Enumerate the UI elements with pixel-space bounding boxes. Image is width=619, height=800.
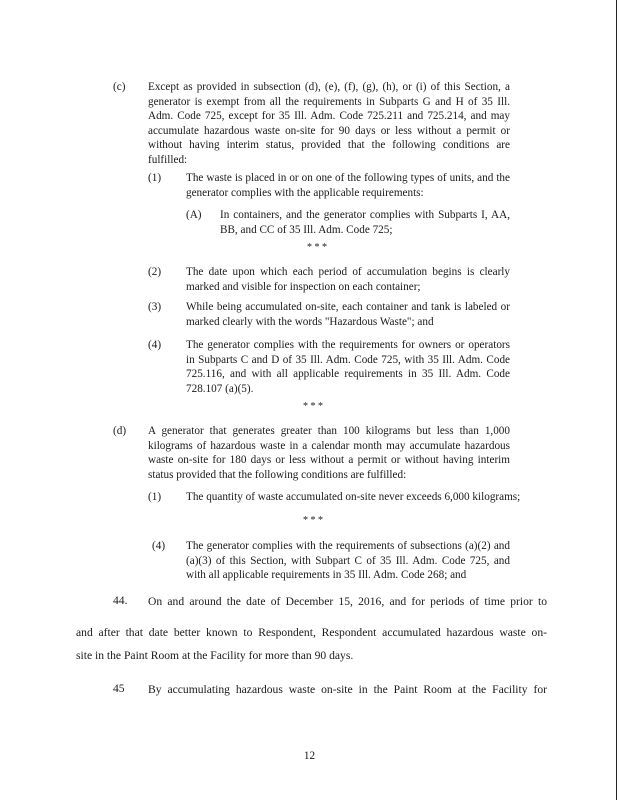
item-d4-text: The generator complies with the requirements of subsections (a)(2) and (a)(3) of this Section, with Subpart C of 35 Ill. Adm. Code 725, and with all applicable requirements in 35 Ill. Adm. Code 268; and (186, 540, 510, 582)
item-d1-text: The quantity of waste accumulated on-site never exceeds 6,000 kilograms; (186, 491, 521, 503)
paragraph-44-line-1: On and around the date of December 15, 2016, and for periods of time prior to (148, 595, 547, 608)
ellipsis-stars-3: * * * (303, 515, 323, 526)
item-c3-label: (3) (148, 301, 162, 313)
paragraph-45-line-1: By accumulating hazardous waste on-site in the Paint Room at the Facility for (148, 683, 547, 696)
subsection-d-text: A generator that generates greater than 100 kilograms but less than 1,000 kilograms of hazardous waste in a calendar month may accumulate hazardous waste on-site for 180 days or less without a permit or without having interim status provided that the following conditions are fulfilled: (148, 425, 510, 481)
item-c2-text: The date upon which each period of accumulation begins is clearly marked and visible for inspection on each container; (186, 266, 510, 293)
item-d4-label: (4) (152, 540, 166, 552)
subsection-c-label: (c) (113, 81, 126, 93)
item-c4-label: (4) (148, 339, 162, 351)
item-c4-text: The generator complies with the requirements for owners or operators in Subparts C and D of 35 Ill. Adm. Code 725, with 35 Ill. Adm. Code 725.116, and with all applicable requirements in 35 Ill. Adm. Code 728.107 (a)(5). (186, 339, 510, 395)
item-cA-label: (A) (186, 209, 202, 221)
item-c1-text: The waste is placed in or on one of the following types of units, and the generator complies with the applicable requirements: (186, 172, 510, 199)
paragraph-44-line-2: and after that date better known to Respondent, Respondent accumulated hazardous waste on- (76, 626, 547, 639)
page-number: 12 (303, 750, 316, 762)
ellipsis-stars-2: * * * (303, 401, 323, 412)
item-c1-label: (1) (148, 172, 162, 184)
item-cA-text: In containers, and the generator complies with Subparts I, AA, BB, and CC of 35 Ill. Adm. Code 725; (220, 209, 510, 236)
subsection-d-label: (d) (113, 425, 127, 437)
item-c2-label: (2) (148, 266, 162, 278)
paragraph-44-number: 44. (113, 594, 128, 607)
item-d1-label: (1) (148, 491, 162, 503)
page-edge-line (616, 0, 617, 800)
paragraph-45-number: 45 (113, 682, 125, 695)
item-c3-text: While being accumulated on-site, each container and tank is labeled or marked clearly with the words "Hazardous Waste"; and (186, 301, 510, 328)
ellipsis-stars-1: * * * (307, 242, 327, 253)
paragraph-44-line-3: site in the Paint Room at the Facility for more than 90 days. (76, 649, 354, 662)
subsection-c-text: Except as provided in subsection (d), (e), (f), (g), (h), or (i) of this Section, a generator is exempt from all the requirements in Subparts G and H of 35 Ill. Adm. Code 725, except for 35 Ill. Adm. Code 725.211 and 725.214, and may accumulate hazardous waste on-site for 90 days or less without a permit or without having interim status, provided that the following conditions are fulfilled: (148, 81, 510, 166)
